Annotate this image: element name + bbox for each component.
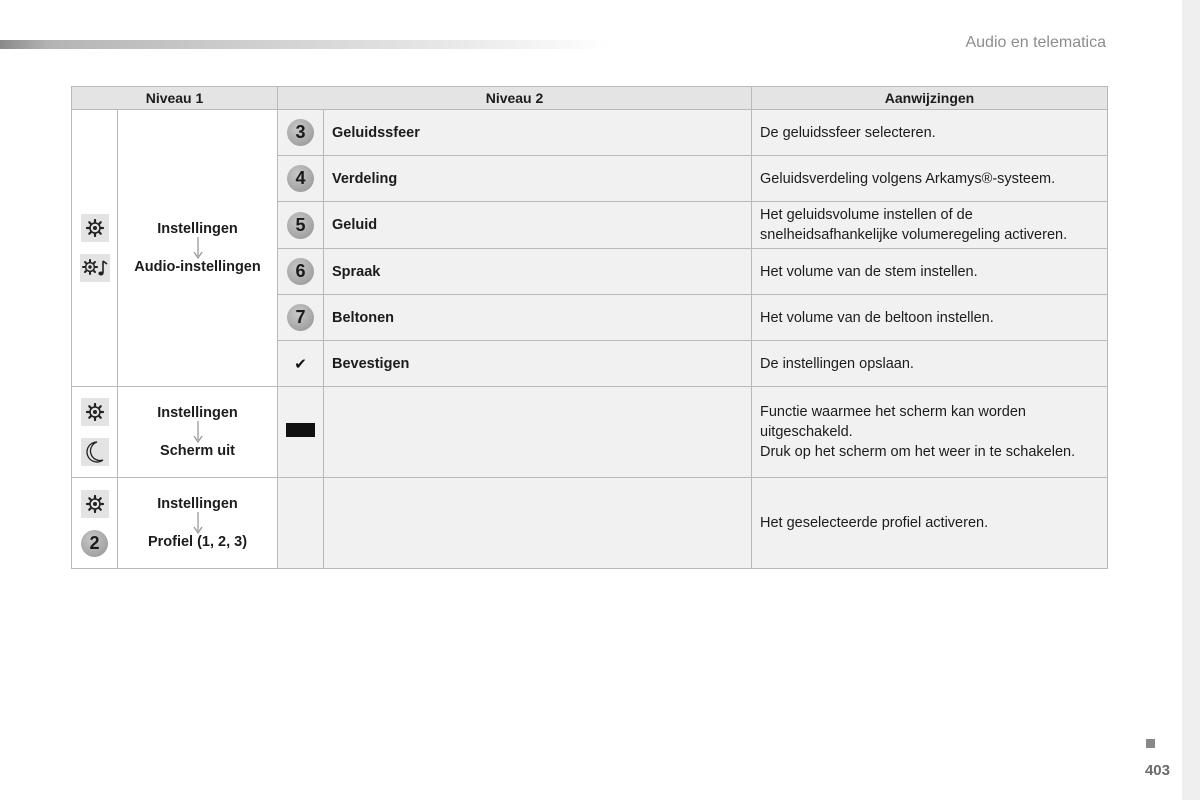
level2-label: Bevestigen (324, 341, 752, 387)
level1-icons-cell (72, 387, 118, 478)
number-badge: 2 (81, 530, 108, 557)
note-text (752, 387, 1108, 478)
level2-label: Geluidssfeer (324, 110, 752, 156)
badge-cell (278, 341, 324, 387)
header-level2: Niveau 2 (278, 87, 752, 110)
screen-off-icon (286, 423, 315, 437)
page-number: 403 (1144, 762, 1170, 779)
level1-bottom-label: Audio-instellingen (134, 259, 261, 275)
arrow-down-icon (193, 420, 203, 444)
note-line: Druk op het scherm om het weer in te schakelen. (760, 444, 1076, 460)
badge-cell (278, 110, 324, 156)
badge-cell (278, 295, 324, 341)
level1-bottom-label: Scherm uit (160, 443, 235, 459)
gear-icon (81, 398, 109, 426)
header-level1: Niveau 1 (72, 87, 278, 110)
level2-label: Verdeling (324, 156, 752, 202)
arrow-down-icon (193, 511, 203, 535)
level1-icons-cell (72, 110, 118, 387)
gear-icon (81, 214, 109, 242)
badge-cell (278, 249, 324, 295)
number-badge: 6 (287, 258, 314, 285)
number-badge: 7 (287, 304, 314, 331)
level2-empty-cell (324, 478, 752, 569)
note-text: Het volume van de stem instellen. (752, 249, 1108, 295)
level1-top-label: Instellingen (157, 496, 238, 512)
note-text: Het volume van de beltoon instellen. (752, 295, 1108, 341)
level1-icons-cell (72, 478, 118, 569)
level1-path-cell (118, 478, 278, 569)
number-badge: 3 (287, 119, 314, 146)
table-row (72, 478, 1108, 569)
level1-path-cell (118, 387, 278, 478)
arrow-down-icon (193, 236, 203, 260)
page-marker (1146, 739, 1155, 748)
note-text: De geluidssfeer selecteren. (752, 110, 1108, 156)
level1-path-cell (118, 110, 278, 387)
badge-cell (278, 156, 324, 202)
page-edge-strip (1182, 0, 1200, 800)
screen-off-icon-cell (278, 387, 324, 478)
number-badge: 4 (287, 165, 314, 192)
level2-label: Geluid (324, 202, 752, 249)
table-header-row (72, 87, 1108, 110)
level1-top-label: Instellingen (157, 221, 238, 237)
table-row (72, 387, 1108, 478)
level2-label: Spraak (324, 249, 752, 295)
checkmark-icon: ✔ (294, 355, 307, 373)
empty-badge-cell (278, 478, 324, 569)
number-badge: 5 (287, 212, 314, 239)
level2-empty-cell (324, 387, 752, 478)
level2-label: Beltonen (324, 295, 752, 341)
note-text: Geluidsverdeling volgens Arkamys®-systeem. (752, 156, 1108, 202)
note-line: Functie waarmee het scherm kan worden uitgeschakeld. (760, 404, 1026, 440)
header-notes: Aanwijzingen (752, 87, 1108, 110)
level1-bottom-label: Profiel (1, 2, 3) (147, 534, 248, 550)
table-row (72, 110, 1108, 156)
badge-cell (278, 202, 324, 249)
gear-music-icon (80, 254, 110, 282)
gear-icon (81, 490, 109, 518)
note-text: De instellingen opslaan. (752, 341, 1108, 387)
level1-top-label: Instellingen (157, 405, 238, 421)
settings-menu-table (71, 86, 1108, 569)
header-decoration-bar (0, 40, 610, 49)
section-title: Audio en telematica (965, 34, 1106, 51)
note-text: Het geluidsvolume instellen of de snelheidsafhankelijke volumeregeling activeren. (752, 202, 1108, 249)
moon-icon (81, 438, 109, 466)
note-text: Het geselecteerde profiel activeren. (752, 478, 1108, 569)
